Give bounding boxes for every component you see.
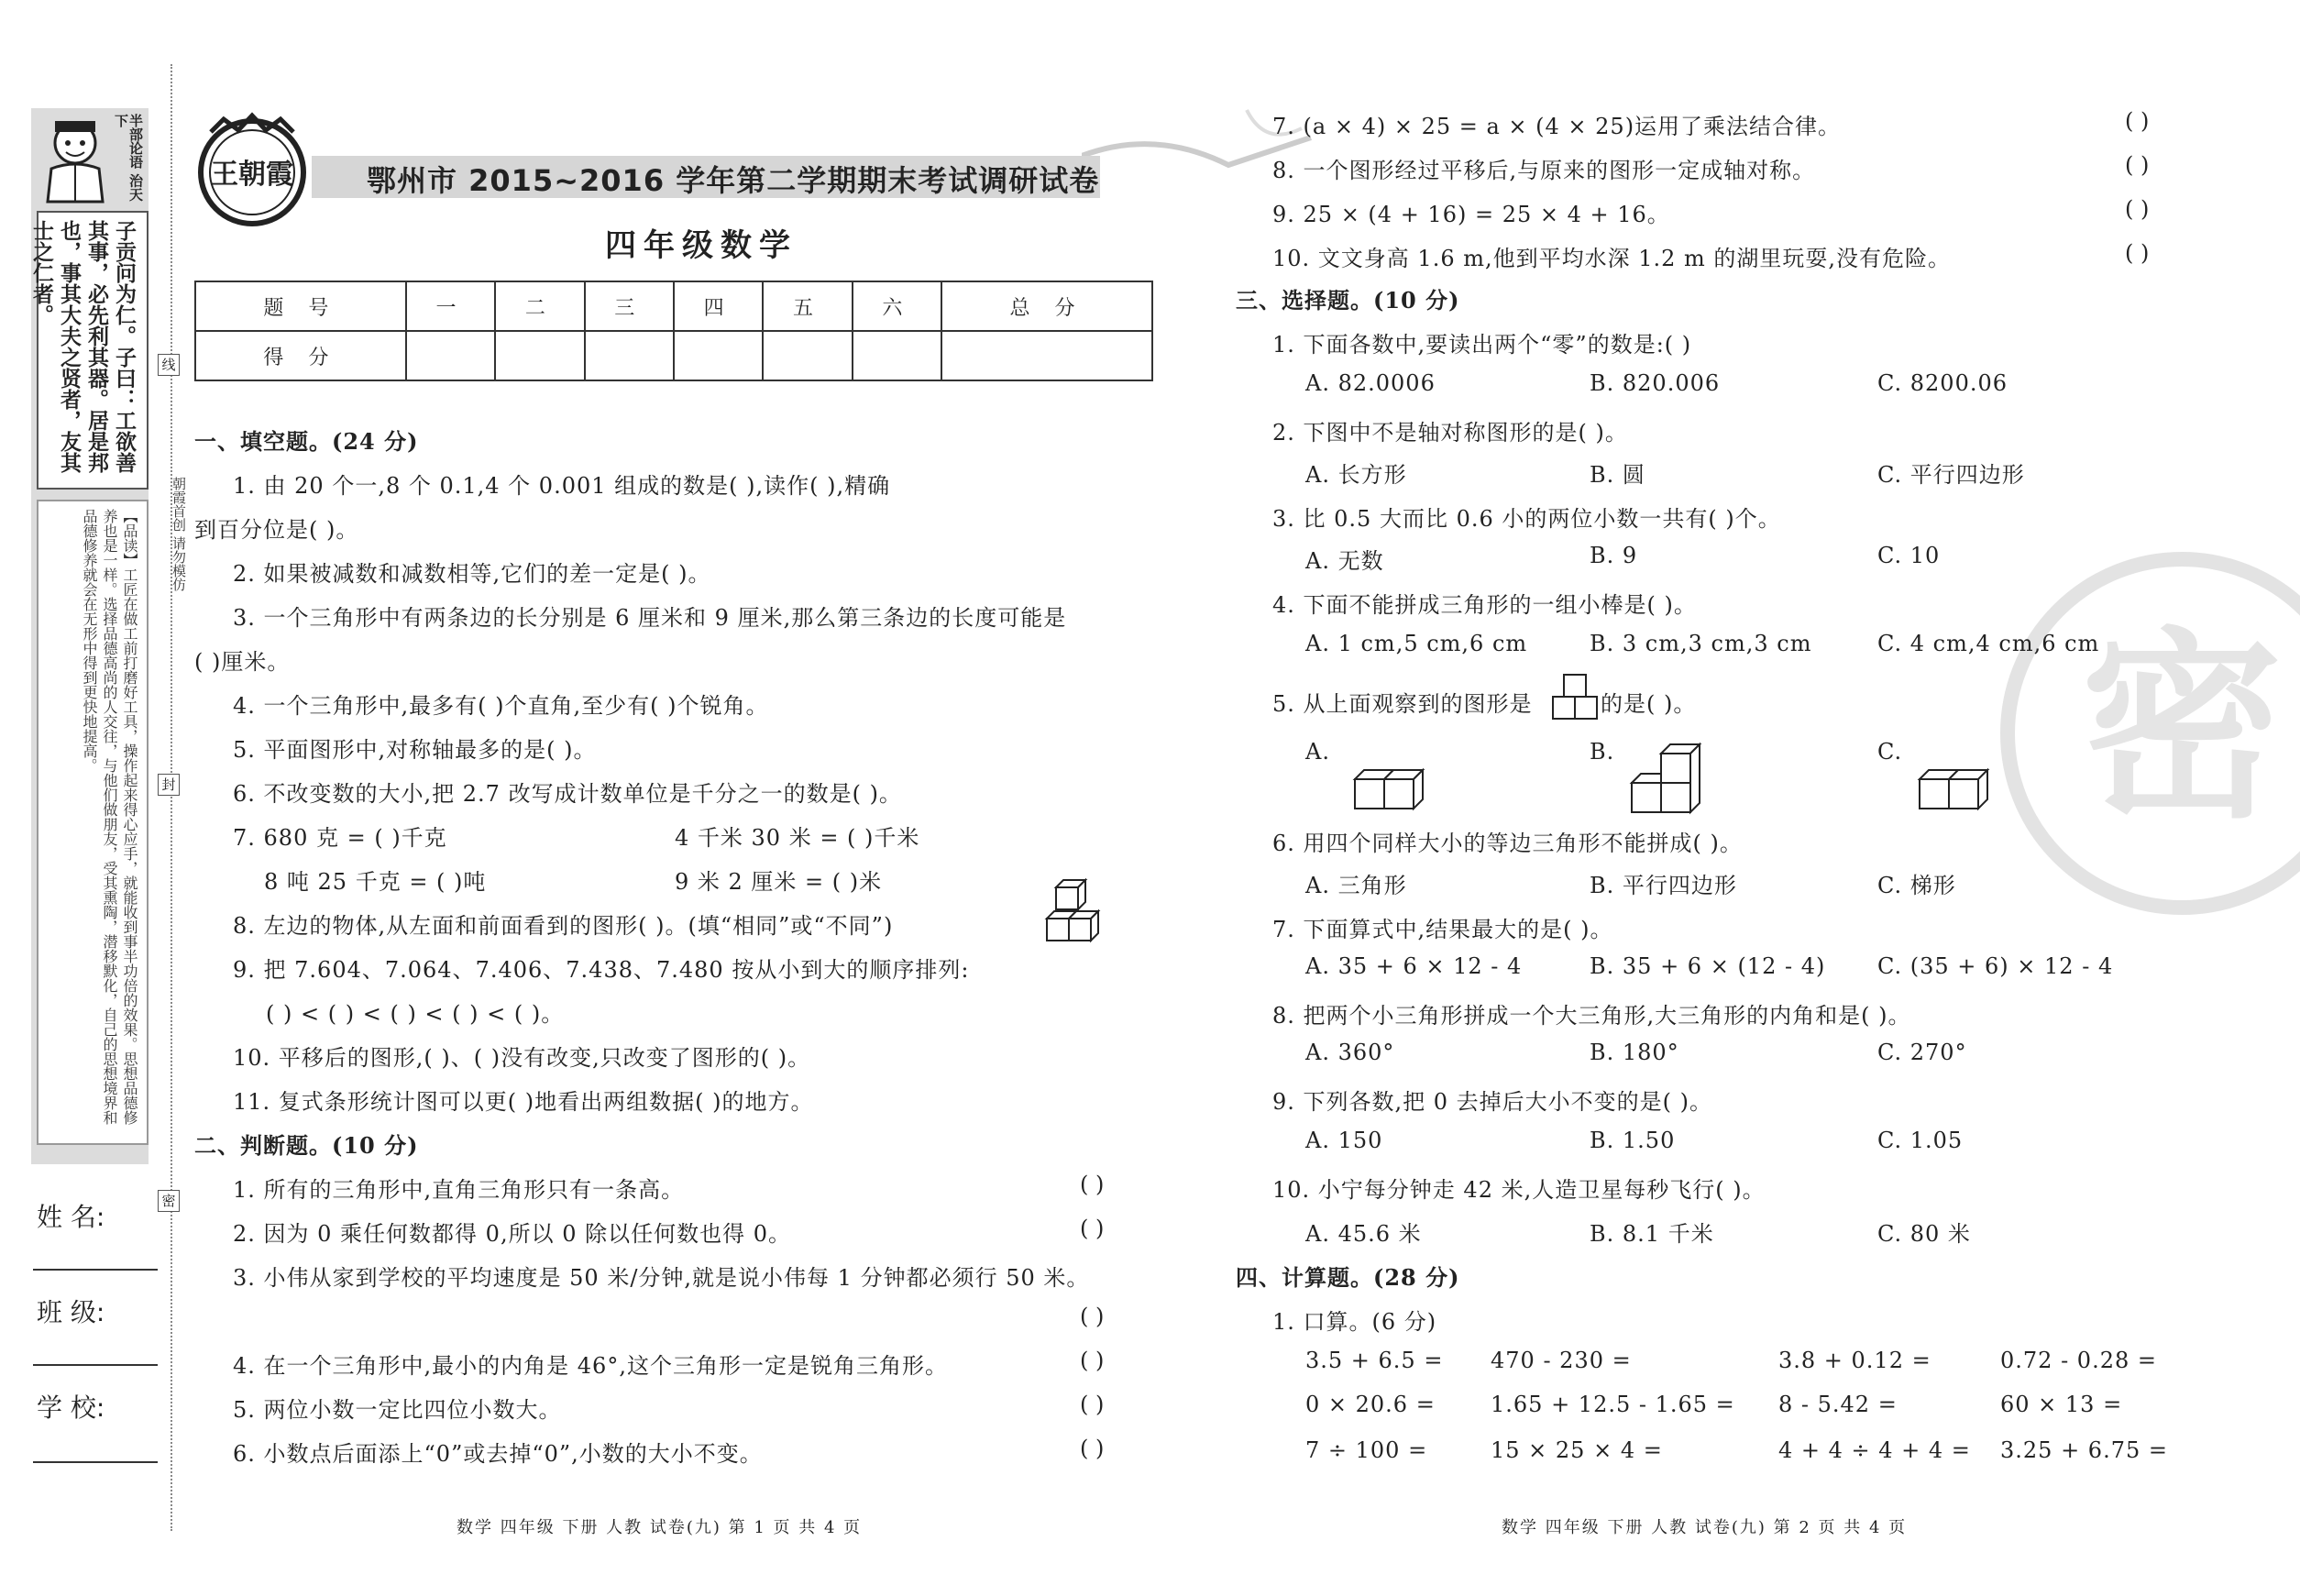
calc-item: 15 × 25 × 4 = [1491, 1437, 1663, 1463]
choice-q8-option-c[interactable]: C. 270° [1877, 1040, 1967, 1065]
name-field[interactable] [33, 1269, 158, 1271]
score-header-cell: 题 号 [195, 281, 406, 331]
judge-q10: 10. 文文身高 1.6 m,他到平均水深 1.2 m 的湖里玩耍,没有危险。 [1272, 246, 1952, 271]
fill-q10: 10. 平移后的图形,( )、( )没有改变,只改变了图形的( )。 [233, 1045, 811, 1071]
option-a-cubes-figure [1351, 759, 1430, 816]
score-header-cell: 四 [674, 281, 763, 331]
choice-q1: 1. 下面各数中,要读出两个“零”的数是:( ) [1272, 332, 1692, 358]
fill-q5: 5. 平面图形中,对称轴最多的是( )。 [233, 737, 597, 763]
choice-q5-option-a[interactable]: A. [1305, 739, 1330, 765]
judge-answer-bracket[interactable]: ( ) [1080, 1348, 1105, 1373]
judge-q6: 6. 小数点后面添上“0”或去掉“0”,小数的大小不变。 [233, 1441, 763, 1467]
footer-page-1: 数学 四年级 下册 人教 试卷(九) 第 1 页 共 4 页 [457, 1518, 863, 1537]
score-cell[interactable] [585, 331, 674, 380]
choice-q4-option-a[interactable]: A. 1 cm,5 cm,6 cm [1305, 631, 1528, 656]
choice-q2: 2. 下图中不是轴对称图形的是( )。 [1272, 420, 1628, 446]
score-header-cell: 五 [763, 281, 852, 331]
score-header-cell: 一 [406, 281, 495, 331]
judge-answer-bracket[interactable]: ( ) [1080, 1172, 1105, 1197]
scholar-cartoon-icon [33, 114, 117, 205]
choice-q4-option-c[interactable]: C. 4 cm,4 cm,6 cm [1877, 631, 2100, 656]
choice-q7: 7. 下面算式中,结果最大的是( )。 [1272, 917, 1613, 942]
fill-q7-a1: 7. 680 克 = ( )千克 [233, 825, 447, 851]
choice-q9-option-c[interactable]: C. 1.05 [1877, 1128, 1964, 1153]
judge-q3: 3. 小伟从家到学校的平均速度是 50 米/分钟,就是说小伟每 1 分钟都必须行 50 米。 [233, 1265, 1090, 1291]
school-field[interactable] [33, 1461, 158, 1463]
fill-q2: 2. 如果被减数和减数相等,它们的差一定是( )。 [233, 561, 711, 587]
fill-q4: 4. 一个三角形中,最多有( )个直角,至少有( )个锐角。 [233, 693, 769, 719]
choice-q5-prefix: 5. 从上面观察到的图形是 [1272, 691, 1533, 717]
choice-q10-option-a[interactable]: A. 45.6 米 [1305, 1221, 1422, 1247]
choice-q7-option-c[interactable]: C. (35 + 6) × 12 - 4 [1877, 953, 2114, 979]
calc-item: 60 × 13 = [2000, 1392, 2123, 1417]
judge-q2: 2. 因为 0 乘任何数都得 0,所以 0 除以任何数也得 0。 [233, 1221, 792, 1247]
choice-q8: 8. 把两个小三角形拼成一个大三角形,大三角形的内角和是( )。 [1272, 1003, 1911, 1029]
choice-q1-option-a[interactable]: A. 82.0006 [1305, 370, 1436, 396]
choice-q7-option-b[interactable]: B. 35 + 6 × (12 - 4) [1590, 953, 1826, 979]
secret-watermark-icon [1998, 550, 2300, 917]
score-header-cell: 二 [495, 281, 584, 331]
choice-q7-option-a[interactable]: A. 35 + 6 × 12 - 4 [1305, 953, 1523, 979]
choice-q5-option-b[interactable]: B. [1590, 739, 1615, 765]
name-label: 姓 名: [37, 1202, 105, 1232]
section-3-title: 三、选择题。(10 分) [1236, 287, 1460, 314]
fill-q3-line2: ( )厘米。 [194, 649, 291, 675]
score-table-header-row [195, 281, 1152, 331]
choice-q9-option-b[interactable]: B. 1.50 [1590, 1128, 1676, 1153]
fill-q3-line1: 3. 一个三角形中有两条边的长分别是 6 厘米和 9 厘米,那么第三条边的长度可能是 [233, 605, 1067, 631]
score-cell[interactable] [763, 331, 852, 380]
seal-mark-seal: 封 [158, 774, 180, 796]
choice-q3-option-c[interactable]: C. 10 [1877, 543, 1941, 568]
judge-answer-bracket[interactable]: ( ) [1080, 1436, 1105, 1461]
judge-answer-bracket[interactable]: ( ) [2125, 196, 2150, 222]
choice-q6-option-b[interactable]: B. 平行四边形 [1590, 873, 1737, 898]
fill-q7-b2: 9 米 2 厘米 = ( )米 [675, 869, 883, 895]
choice-q6-option-a[interactable]: A. 三角形 [1305, 873, 1407, 898]
score-table-score-row [195, 331, 1152, 380]
choice-q10: 10. 小宁每分钟走 42 米,人造卫星每秒飞行( )。 [1272, 1177, 1766, 1203]
score-cell[interactable] [406, 331, 495, 380]
motto-text: 子贡问为仁。子曰：工欲善其事，必先利其器。居是邦也，事其大夫之贤者，友其士之仁者。 [29, 220, 136, 473]
margin-notes: 朝霞首创 请勿模仿 [171, 477, 187, 591]
choice-q9-option-a[interactable]: A. 150 [1305, 1128, 1383, 1153]
option-b-cubes-figure [1628, 730, 1711, 818]
judge-answer-bracket[interactable]: ( ) [1080, 1304, 1105, 1329]
section-1-title: 一、填空题。(24 分) [194, 428, 419, 455]
judge-answer-bracket[interactable]: ( ) [1080, 1392, 1105, 1417]
pindu-text: 【品读】工匠在做工前打磨好工具，操作起来得心应手，就能收到事半功倍的效果。思想品德修养也是一样。选择品德高尚的人交往，与他们做朋友，受其熏陶，潜移默化，自己的思想境界和品德修养就会在无形中得到更快地提高。 [81, 509, 138, 1125]
choice-q9: 9. 下列各数,把 0 去掉后大小不变的是( )。 [1272, 1089, 1713, 1115]
fill-q6: 6. 不改变数的大小,把 2.7 改写成计数单位是千分之一的数是( )。 [233, 781, 902, 807]
choice-q2-option-b[interactable]: B. 圆 [1590, 462, 1645, 488]
logo-text: 王朝霞 [211, 159, 293, 191]
calc-item: 3.5 + 6.5 = [1305, 1348, 1444, 1373]
fill-q1-line2: 到百分位是( )。 [194, 517, 359, 543]
score-cell[interactable] [853, 331, 941, 380]
judge-q7: 7. (a × 4) × 25 = a × (4 × 25)运用了乘法结合律。 [1272, 114, 1842, 139]
seal-mark-line: 线 [158, 354, 180, 376]
choice-q1-option-c[interactable]: C. 8200.06 [1877, 370, 2008, 396]
choice-q2-option-c[interactable]: C. 平行四边形 [1877, 462, 2025, 488]
judge-q9: 9. 25 × (4 + 16) = 25 × 4 + 16。 [1272, 202, 1670, 227]
judge-q8: 8. 一个图形经过平移后,与原来的图形一定成轴对称。 [1272, 158, 1816, 183]
section-4-title: 四、计算题。(28 分) [1236, 1264, 1460, 1291]
cube-object-figure [1041, 878, 1111, 948]
choice-q8-option-a[interactable]: A. 360° [1305, 1040, 1395, 1065]
judge-answer-bracket[interactable]: ( ) [2125, 240, 2150, 266]
choice-q6: 6. 用四个同样大小的等边三角形不能拼成( )。 [1272, 831, 1743, 856]
choice-q4-option-b[interactable]: B. 3 cm,3 cm,3 cm [1590, 631, 1812, 656]
score-table [194, 281, 1153, 381]
sidebar-tag-lines: 半部论语 治天下 [113, 114, 144, 202]
brand-logo-icon [193, 110, 312, 229]
binding-dotted-line [171, 64, 172, 1531]
school-label: 学 校: [37, 1392, 105, 1423]
fill-q9-line1: 9. 把 7.604、7.064、7.406、7.438、7.480 按从小到大的顺序排列: [233, 957, 970, 983]
score-header-cell: 六 [853, 281, 941, 331]
choice-q5-option-c[interactable]: C. [1877, 739, 1903, 765]
calc-item: 8 - 5.42 = [1778, 1392, 1898, 1417]
choice-q1-option-b[interactable]: B. 820.006 [1590, 370, 1721, 396]
fill-q9-line2: ( ) < ( ) < ( ) < ( ) < ( )。 [266, 1001, 565, 1027]
choice-q3-option-a[interactable]: A. 无数 [1305, 548, 1384, 574]
choice-q10-option-b[interactable]: B. 8.1 千米 [1590, 1221, 1714, 1247]
judge-q4: 4. 在一个三角形中,最小的内角是 46°,这个三角形一定是锐角三角形。 [233, 1353, 948, 1379]
calc-item: 0 × 20.6 = [1305, 1392, 1436, 1417]
calc-item: 3.8 + 0.12 = [1778, 1348, 1931, 1373]
footer-page-2: 数学 四年级 下册 人教 试卷(九) 第 2 页 共 4 页 [1502, 1518, 1908, 1537]
choice-q8-option-b[interactable]: B. 180° [1590, 1040, 1679, 1065]
choice-q10-option-c[interactable]: C. 80 米 [1877, 1221, 1971, 1247]
choice-q3: 3. 比 0.5 大而比 0.6 小的两位小数一共有( )个。 [1272, 506, 1781, 532]
judge-q5: 5. 两位小数一定比四位小数大。 [233, 1397, 562, 1423]
score-row-label: 得 分 [195, 331, 406, 380]
choice-q2-option-a[interactable]: A. 长方形 [1305, 462, 1407, 488]
option-c-cubes-figure [1916, 757, 1995, 816]
calc-item: 1.65 + 12.5 - 1.65 = [1491, 1392, 1735, 1417]
calc-item: 4 + 4 ÷ 4 + 4 = [1778, 1437, 1971, 1463]
score-cell[interactable] [674, 331, 763, 380]
fill-q11: 11. 复式条形统计图可以更( )地看出两组数据( )的地方。 [233, 1089, 814, 1115]
score-cell[interactable] [495, 331, 584, 380]
score-cell[interactable] [941, 331, 1152, 380]
judge-answer-bracket[interactable]: ( ) [2125, 152, 2150, 178]
choice-q3-option-b[interactable]: B. 9 [1590, 543, 1638, 568]
judge-q1: 1. 所有的三角形中,直角三角形只有一条高。 [233, 1177, 685, 1203]
watermark-text: 密 [2080, 611, 2283, 845]
class-label: 班 级: [37, 1297, 105, 1327]
score-header-cell: 三 [585, 281, 674, 331]
calc-item: 7 ÷ 100 = [1305, 1437, 1428, 1463]
class-field[interactable] [33, 1364, 158, 1366]
fill-q1-line1: 1. 由 20 个一,8 个 0.1,4 个 0.001 组成的数是( ),读作( ),精确 [233, 473, 891, 499]
fill-q7-a2: 4 千米 30 米 = ( )千米 [675, 825, 920, 851]
subject-title: 四年级数学 [605, 227, 798, 264]
exam-title: 鄂州市 2015~2016 学年第二学期期末考试调研试卷 [367, 163, 1100, 198]
calc-item: 3.25 + 6.75 = [2000, 1437, 2168, 1463]
choice-q4: 4. 下面不能拼成三角形的一组小棒是( )。 [1272, 592, 1697, 618]
fill-q8: 8. 左边的物体,从左面和前面看到的图形( )。(填“相同”或“不同”) [233, 913, 894, 939]
seal-mark-secret: 密 [158, 1190, 180, 1212]
top-view-grid-figure [1551, 673, 1599, 721]
choice-q5-suffix: 的是( )。 [1601, 691, 1697, 717]
calc-q1: 1. 口算。(6 分) [1272, 1309, 1437, 1335]
choice-q6-option-c[interactable]: C. 梯形 [1877, 873, 1956, 898]
calc-item: 470 - 230 = [1491, 1348, 1632, 1373]
score-header-cell: 总 分 [941, 281, 1152, 331]
calc-item: 0.72 - 0.28 = [2000, 1348, 2157, 1373]
judge-answer-bracket[interactable]: ( ) [2125, 108, 2150, 134]
section-2-title: 二、判断题。(10 分) [194, 1132, 419, 1159]
fill-q7-b1: 8 吨 25 千克 = ( )吨 [264, 869, 487, 895]
judge-answer-bracket[interactable]: ( ) [1080, 1216, 1105, 1241]
